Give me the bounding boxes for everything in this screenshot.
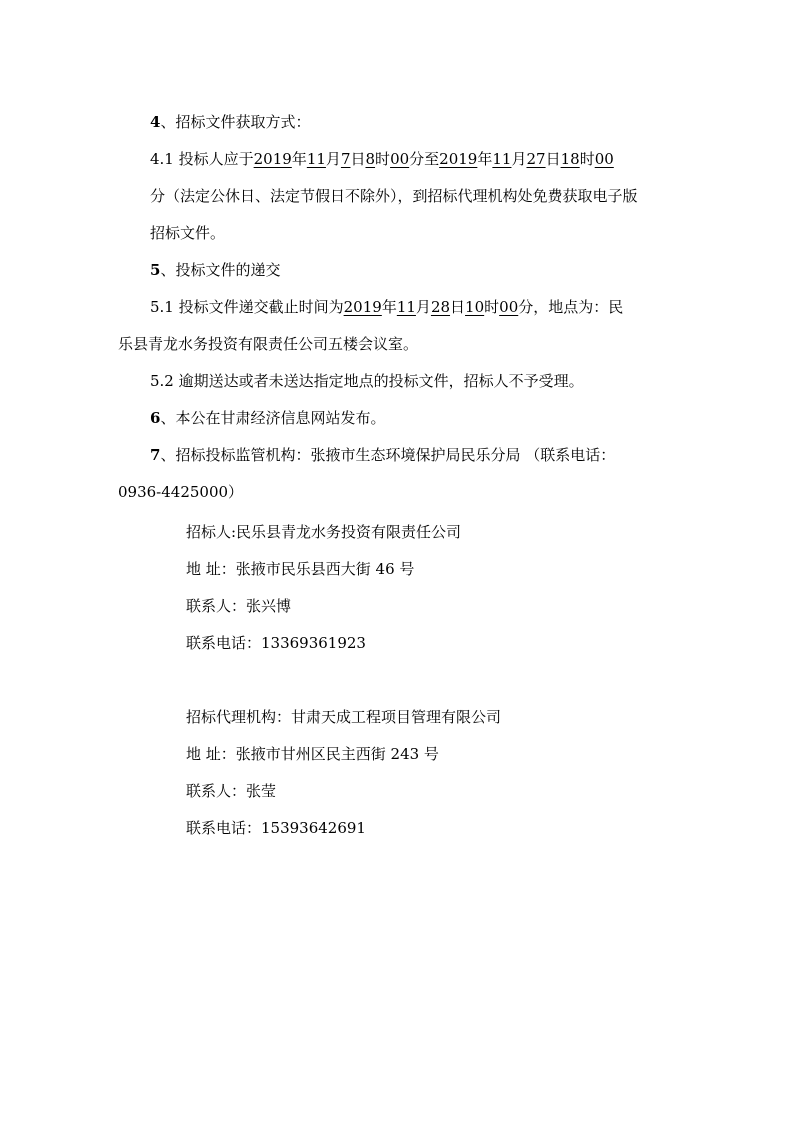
tenderer-name: 招标人:民乐县青龙水务投资有限责任公司 xyxy=(186,523,462,541)
section-6-number: 6 xyxy=(150,409,161,427)
deadline-hour: 10 xyxy=(465,298,485,316)
clause-5-1-suffix: 分，地点为：民 xyxy=(518,298,624,316)
section-4-heading xyxy=(150,112,310,132)
tenderer-address: 地 址：张掖市民乐县西大街 46 号 xyxy=(186,560,415,578)
section-6 xyxy=(150,408,385,428)
start-month: 11 xyxy=(306,150,326,168)
section-5-title: 、投标文件的递交 xyxy=(160,261,281,279)
deadline-year: 2019 xyxy=(343,298,382,316)
section-4-number: 4 xyxy=(150,113,161,131)
section-5-number: 5 xyxy=(150,261,161,279)
start-hour: 8 xyxy=(365,150,376,168)
month-char-2: 月 xyxy=(511,150,527,168)
end-year: 2019 xyxy=(439,150,478,168)
end-day: 27 xyxy=(526,150,546,168)
clause-4-1-prefix: 4.1 投标人应于 xyxy=(150,150,254,168)
hour-char: 时 xyxy=(375,150,391,168)
year-char-2: 年 xyxy=(477,150,493,168)
clause-5-1-line-2: 乐县青龙水务投资有限责任公司五楼会议室。 xyxy=(118,335,419,353)
month-char: 月 xyxy=(325,150,341,168)
agent-name: 招标代理机构：甘肃天成工程项目管理有限公司 xyxy=(186,708,502,726)
month-char-3: 月 xyxy=(415,298,431,316)
end-month: 11 xyxy=(492,150,512,168)
deadline-day: 28 xyxy=(430,298,451,316)
year-char-3: 年 xyxy=(381,298,397,316)
agent-contact: 联系人：张莹 xyxy=(186,782,277,800)
section-7-number: 7 xyxy=(150,446,161,464)
start-year: 2019 xyxy=(253,150,292,168)
section-6-text: 、本公在甘肃经济信息网站发布。 xyxy=(160,409,386,427)
day-char-2: 日 xyxy=(545,150,561,168)
day-char-3: 日 xyxy=(450,298,466,316)
clause-4-1-line-3: 招标文件。 xyxy=(150,224,226,242)
day-char: 日 xyxy=(350,150,366,168)
start-day: 7 xyxy=(340,150,351,168)
agent-address: 地 址：张掖市甘州区民主西街 243 号 xyxy=(186,745,439,763)
start-minute: 00 xyxy=(390,150,410,168)
tenderer-contact: 联系人：张兴博 xyxy=(186,597,292,615)
section-7 xyxy=(150,445,615,465)
clause-4-1-line-1 xyxy=(150,149,614,169)
clause-5-2: 5.2 逾期送达或者未送达指定地点的投标文件，招标人不予受理。 xyxy=(150,372,584,390)
section-4-title: 、招标文件获取方式： xyxy=(160,113,311,131)
clause-5-1-prefix: 5.1 投标文件递交截止时间为 xyxy=(150,298,344,316)
agent-phone: 联系电话：15393642691 xyxy=(186,819,366,837)
clause-4-1-line-2: 分（法定公休日、法定节假日不除外），到招标代理机构处免费获取电子版 xyxy=(150,187,638,205)
deadline-month: 11 xyxy=(396,298,416,316)
year-char: 年 xyxy=(291,150,307,168)
to-chars: 分至 xyxy=(409,150,440,168)
section-7-phone: 0936-4425000） xyxy=(118,483,244,501)
hour-char-2: 时 xyxy=(579,150,595,168)
section-5-heading xyxy=(150,260,280,280)
end-hour: 18 xyxy=(560,150,580,168)
section-7-text: 、招标投标监管机构：张掖市生态环境保护局民乐分局 （联系电话： xyxy=(160,446,616,464)
deadline-minute: 00 xyxy=(499,298,519,316)
end-minute: 00 xyxy=(594,150,614,168)
clause-5-1-line-1 xyxy=(150,297,623,317)
hour-char-3: 时 xyxy=(484,298,500,316)
tenderer-phone: 联系电话：13369361923 xyxy=(186,634,366,652)
